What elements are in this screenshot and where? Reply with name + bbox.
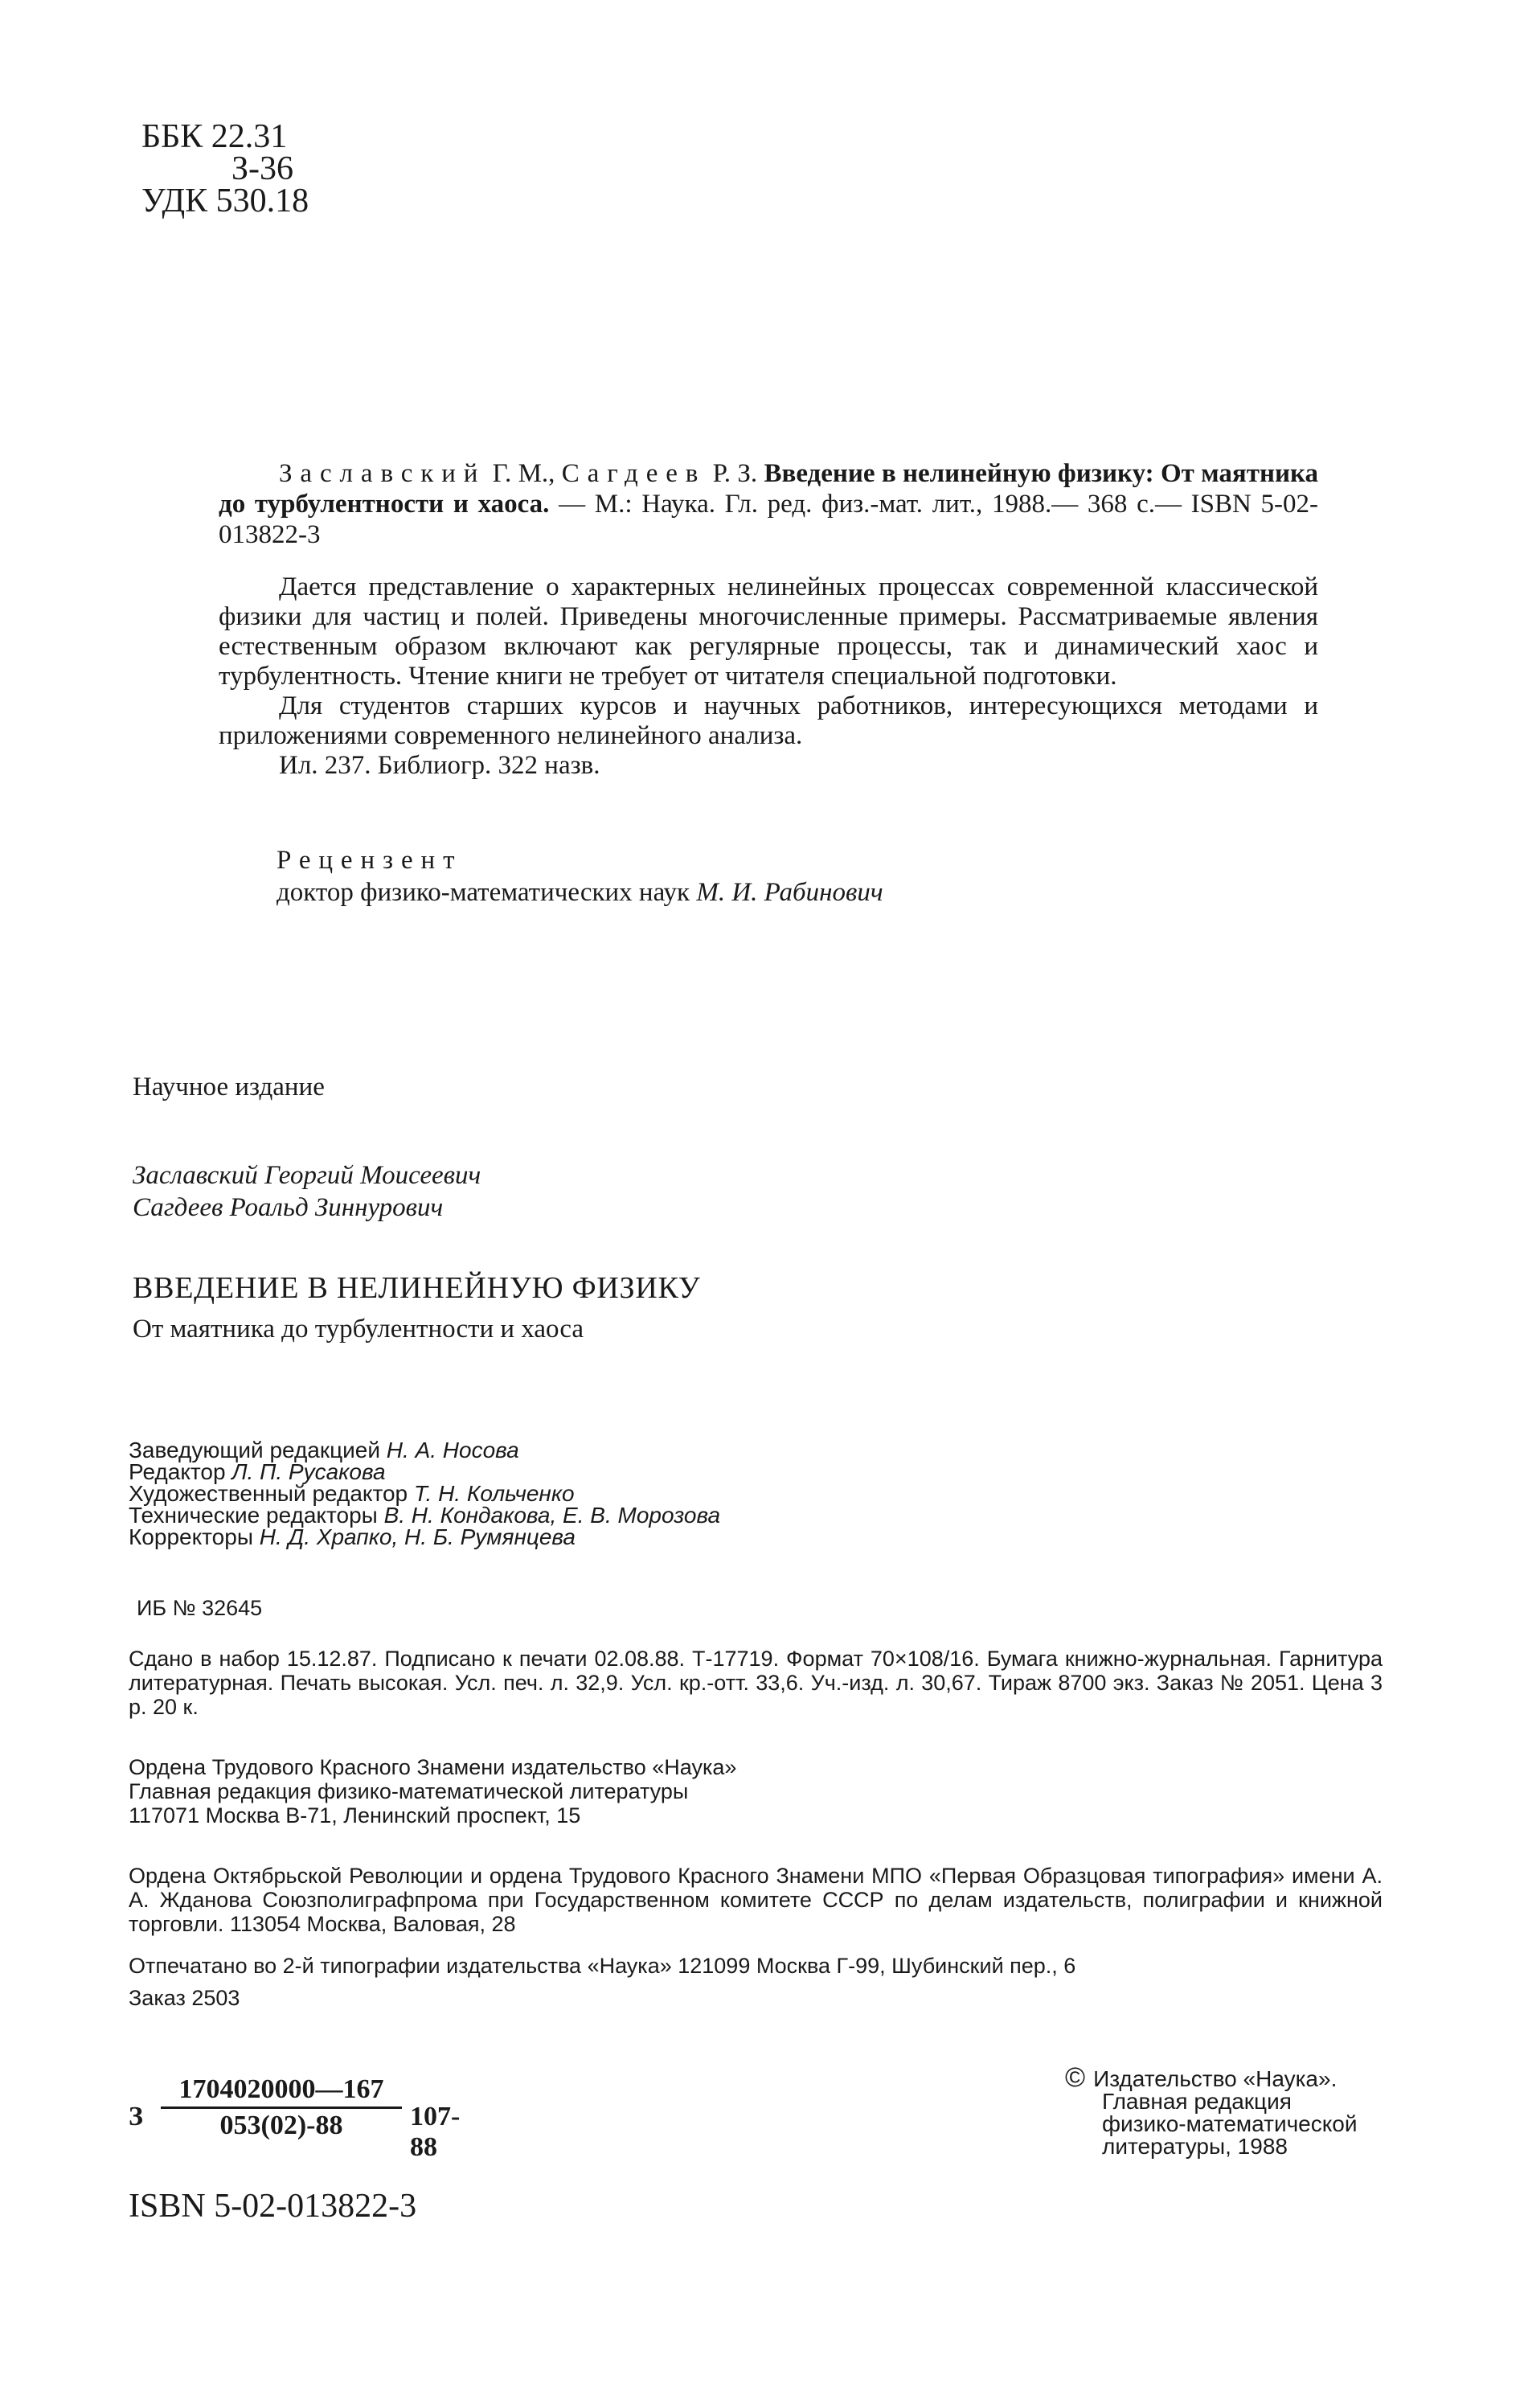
- authors-full: [133, 1159, 481, 1224]
- staff-name: В. Н. Кондакова, Е. В. Морозова: [383, 1503, 721, 1528]
- author-mark: З-36: [231, 150, 294, 187]
- printed-at: Отпечатано во 2-й типографии издательства «Наука» 121099 Москва Г-99, Шубинский пер., 6: [129, 1954, 1076, 1978]
- biblio-author1: Заславский: [279, 459, 486, 488]
- typography-info: Ордена Октябрьской Революции и ордена Трудового Красного Знамени МПО «Первая Образцовая типография» имени А. А. Жданова Союзполиграфпрома при Государственном комитете СССР по делам издательств, полиграфии и книжной торговли. 113054 Москва, Валовая, 28: [129, 1864, 1383, 1936]
- reviewer-heading: Рецензент: [277, 846, 463, 875]
- abstract-stats: Ил. 237. Библиогр. 322 назв.: [279, 751, 600, 780]
- biblio-imprint: — М.: Наука. Гл. ред. физ.-мат. лит., 1988.— 368 с.— ISBN 5-02-013822-3: [219, 490, 1318, 549]
- staff-role: Технические редакторы: [129, 1503, 384, 1528]
- publisher-line: 117071 Москва В-71, Ленинский проспект, 15: [129, 1803, 581, 1828]
- biblio-author2: Сагдеев: [561, 459, 707, 488]
- book-title: ВВЕДЕНИЕ В НЕЛИНЕЙНУЮ ФИЗИКУ: [133, 1271, 701, 1305]
- biblio-author2-initials: Р. З.: [706, 459, 764, 488]
- copyright-line: литературы, 1988: [1102, 2134, 1288, 2159]
- ib-number: ИБ № 32645: [137, 1596, 263, 1620]
- biblio-author1-initials: Г. М.,: [485, 459, 562, 488]
- edition-type: Научное издание: [133, 1073, 325, 1101]
- fraction-line: [161, 2106, 402, 2109]
- staff-name: Н. Д. Храпко, Н. Б. Румянцева: [259, 1524, 576, 1549]
- index-prefix: З: [129, 2102, 143, 2131]
- reviewer-name: М. И. Рабинович: [696, 878, 883, 907]
- reviewer-block: [277, 844, 883, 909]
- copyright-block: [1065, 2062, 1403, 2159]
- copyright-line: Издательство «Наука».: [1093, 2066, 1338, 2091]
- book-subtitle: От маятника до турбулентности и хаоса: [133, 1315, 584, 1343]
- author-full-name: Сагдеев Роальд Зиннурович: [133, 1193, 444, 1222]
- author-full-name: Заславский Георгий Моисеевич: [133, 1161, 481, 1190]
- print-info: Сдано в набор 15.12.87. Подписано к печати 02.08.88. Т-17719. Формат 70×108/16. Бумага книжно-журнальная. Гарнитура литературная. Печать высокая. Усл. печ. л. 32,9. Усл. кр.-отт. 33,6. Уч.-изд. л. 30,67. Тираж 8700 экз. Заказ № 2051. Цена 3 р. 20 к.: [129, 1647, 1383, 1719]
- index-numerator: 1704020000—167: [178, 2074, 384, 2104]
- isbn: ISBN 5-02-013822-3: [129, 2188, 417, 2225]
- biblio-title: Введение в нелинейную физику: От маятника до турбулентности и хаоса.: [219, 459, 1318, 519]
- staff-role: Редактор: [129, 1459, 232, 1484]
- editorial-staff: [129, 1439, 720, 1548]
- abstract-audience: Для студентов старших курсов и научных работников, интересующихся методами и приложениями современного нелинейного анализа.: [219, 691, 1318, 750]
- publisher-line: Ордена Трудового Красного Знамени издательство «Наука»: [129, 1755, 737, 1779]
- copyright-icon: ©: [1065, 2062, 1086, 2093]
- bbk-code: ББК 22.31: [141, 118, 288, 155]
- order-number: Заказ 2503: [129, 1986, 240, 2010]
- index-denominator: 053(02)-88: [219, 2111, 343, 2140]
- classification-codes: [141, 118, 309, 219]
- staff-name: Т. Н. Кольченко: [413, 1481, 575, 1506]
- index-suffix: 107-88: [410, 2102, 461, 2162]
- reviewer-degree: доктор физико-математических наук: [277, 878, 697, 907]
- staff-role: Заведующий редакцией: [129, 1438, 387, 1462]
- staff-name: Л. П. Русакова: [231, 1459, 386, 1484]
- staff-role: Художественный редактор: [129, 1481, 414, 1506]
- publisher-line: Главная редакция физико-математической литературы: [129, 1779, 689, 1803]
- publisher-info: [129, 1755, 736, 1828]
- staff-role: Корректоры: [129, 1524, 260, 1549]
- abstract-paragraph: Дается представление о характерных нелинейных процессах современной классической физики для частиц и полей. Приведены многочисленные примеры. Рассматриваемые явления естественным образом включают как регулярные процессы, так и динамический хаос и турбулентность. Чтение книги не требует от читателя специальной подготовки.: [219, 572, 1318, 691]
- index-fraction: [161, 2074, 402, 2141]
- abstract: [219, 572, 1318, 781]
- copyright-line: Главная редакция: [1102, 2089, 1292, 2114]
- copyright-line: физико-математической: [1102, 2111, 1358, 2136]
- udk-code: УДК 530.18: [141, 183, 309, 219]
- bibliographic-record: [219, 458, 1318, 550]
- staff-name: Н. А. Носова: [386, 1438, 519, 1462]
